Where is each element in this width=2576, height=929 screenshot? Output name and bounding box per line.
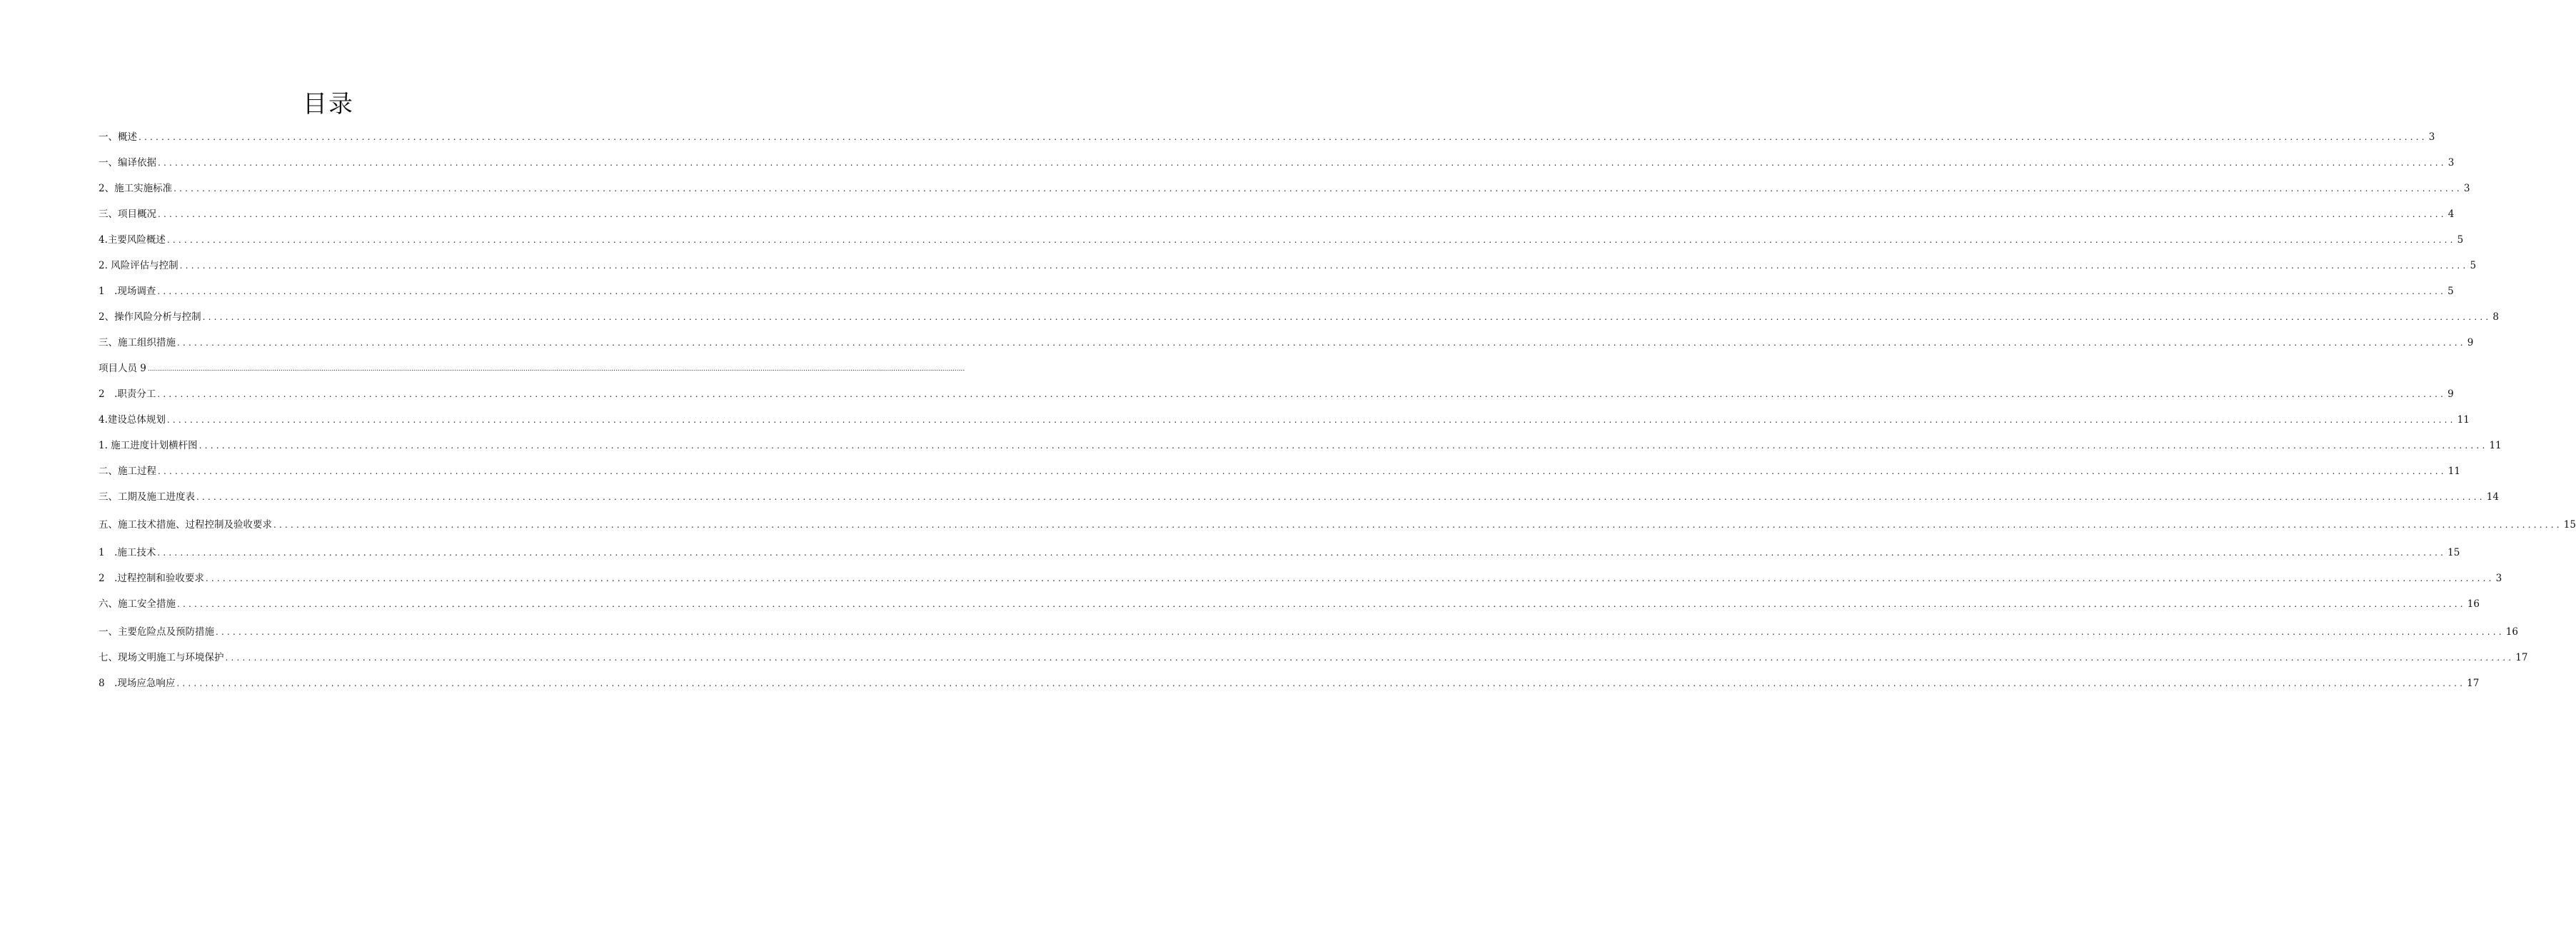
toc-dot-leader: ................................................................................................................................................................................................................................................................................................................................................................................................................	[202, 312, 2492, 322]
toc-entry-page: 4	[2447, 209, 2455, 220]
toc-entry-page: 8	[2492, 311, 2499, 323]
toc-entry[interactable]	[99, 622, 2518, 639]
toc-dot-leader: ................................................................................................................................................................................................................................................................................................................................................................................................................	[157, 286, 2447, 296]
toc-dot-leader: ................................................................................................................................................................................................................................................................................................................................................................................................................	[198, 441, 2488, 451]
toc-entry-label: 五、施工技术措施、过程控制及验收要求	[99, 519, 272, 531]
toc-entry-page: 5	[2470, 260, 2477, 271]
toc-dot-leader: ................................................................................................................................................................................................................................................................................................................................................................................................................	[177, 599, 2466, 609]
toc-dot-leader: ................................................................................................................................................................................................................................................................................................................................................................................................................	[158, 466, 2447, 476]
toc-dot-leader: ................................................................................................................................................................................................................................................................................................................................................................................................................	[157, 389, 2447, 399]
toc-dot-leader: ................................................................................................................................................................................................................................................................................................................................................................................................................	[166, 415, 2456, 425]
toc-entry-page: 11	[2489, 440, 2502, 451]
toc-entry[interactable]	[99, 204, 2455, 221]
toc-entry-label: 三、施工组织措施	[99, 337, 176, 348]
toc-entry[interactable]	[99, 487, 2499, 504]
toc-entry[interactable]	[99, 436, 2502, 453]
toc-entry[interactable]	[99, 543, 2460, 560]
toc-entry-label: 三、工期及施工进度表	[99, 491, 195, 503]
toc-dot-leader: ................................................................................................................................................................................................................................................................................................................................................................................................................	[158, 158, 2447, 168]
toc-dot-leader: ................................................................................................................................................................................................................................................................................................................................................................................................................	[139, 132, 2427, 142]
toc-entry[interactable]	[99, 307, 2499, 324]
toc-entry-label: 2 .职责分工	[99, 388, 156, 400]
toc-dot-leader: ................................................................................................................................................................................................................................................................................................................................................................................................................	[157, 548, 2447, 558]
toc-entry-label: 1 .现场调查	[99, 286, 156, 297]
toc-entry-page: 3	[2495, 573, 2502, 584]
toc-entry-page: 3	[2463, 183, 2470, 194]
toc-dot-leader: ................................................................................................................................................................................................................................................................................................................................................................................................................	[196, 492, 2485, 502]
toc-entry-page: 9	[2447, 388, 2454, 400]
toc-entry-page: 3	[2447, 157, 2455, 169]
toc-entry[interactable]	[99, 256, 2477, 273]
toc-entry-label: 8 .现场应急响应	[99, 678, 176, 689]
page-title: 目录	[303, 90, 354, 119]
toc-entry[interactable]	[99, 410, 2470, 427]
toc-entry[interactable]	[99, 648, 2528, 665]
toc-entry[interactable]	[99, 568, 2502, 586]
toc-entry[interactable]	[99, 230, 2464, 247]
toc-entry-page: 5	[2457, 234, 2464, 246]
toc-entry-label: 二、施工过程	[99, 466, 156, 477]
toc-entry-page: 3	[2428, 131, 2435, 143]
toc-dot-leader: ................................................................................................................................................................................................................................................................................................................................................................................................................	[273, 520, 2562, 530]
toc-entry-label: 4.主要风险概述	[99, 234, 166, 246]
toc-entry-page: 11	[2447, 466, 2460, 477]
toc-entry-page: 15	[2563, 519, 2576, 531]
toc-entry[interactable]	[99, 358, 965, 376]
toc-dot-leader: ................................................................................................................................................................................................................................................................................................................................................................................................................	[179, 261, 2469, 271]
toc-entry-label: 一、编译依据	[99, 157, 156, 169]
toc-entry[interactable]	[99, 153, 2455, 170]
toc-entry-label: 2. 风险评估与控制	[99, 260, 178, 271]
toc-entry-label: 六、施工安全措施	[99, 598, 176, 610]
toc-dot-leader: ................................................................................................................................................................................................................................................................................................................................................................................................................	[166, 235, 2456, 245]
toc-entry[interactable]	[99, 515, 2576, 532]
toc-entry[interactable]	[99, 673, 2480, 691]
toc-entry-label: 1 .施工技术	[99, 547, 156, 558]
toc-entry-page: 17	[2515, 652, 2528, 663]
toc-entry[interactable]	[99, 594, 2480, 611]
toc-entry-page: 9	[2467, 337, 2474, 348]
toc-entry-page: 14	[2486, 491, 2499, 503]
toc-dot-leader: ................................................................................................................................................................................................................................................................................................................................................................................................................	[147, 366, 965, 373]
toc-dot-leader: ................................................................................................................................................................................................................................................................................................................................................................................................................	[176, 678, 2466, 688]
toc-entry-page: 16	[2505, 626, 2518, 638]
toc-dot-leader: ................................................................................................................................................................................................................................................................................................................................................................................................................	[225, 653, 2515, 663]
toc-entry-label: 三、项目概况	[99, 209, 156, 220]
toc-dot-leader: ................................................................................................................................................................................................................................................................................................................................................................................................................	[158, 209, 2447, 219]
toc-entry-label: 2 .过程控制和验收要求	[99, 573, 204, 584]
toc-entry-page: 17	[2467, 678, 2480, 689]
toc-entry-label: 七、现场文明施工与环境保护	[99, 652, 224, 663]
toc-entry-page: 11	[2457, 414, 2470, 426]
toc-entry[interactable]	[99, 179, 2470, 196]
toc-entry-page: 16	[2467, 598, 2480, 610]
toc-entry[interactable]	[99, 333, 2474, 350]
toc-entry[interactable]	[99, 281, 2454, 298]
toc-dot-leader: ................................................................................................................................................................................................................................................................................................................................................................................................................	[173, 184, 2462, 194]
toc-entry-label: 2、施工实施标准	[99, 183, 173, 194]
toc-entry-page: 5	[2447, 286, 2454, 297]
toc-dot-leader: ................................................................................................................................................................................................................................................................................................................................................................................................................	[177, 338, 2466, 348]
toc-entry[interactable]	[99, 384, 2454, 401]
toc-entry-label: 2、操作风险分析与控制	[99, 311, 201, 323]
toc-entry[interactable]	[99, 127, 2435, 144]
toc-entry[interactable]	[99, 461, 2460, 478]
toc-dot-leader: ................................................................................................................................................................................................................................................................................................................................................................................................................	[205, 573, 2495, 583]
toc-entry-label: 一、主要危险点及预防措施	[99, 626, 214, 638]
toc-entry-label: 1. 施工进度计划横杆图	[99, 440, 198, 451]
toc-entry-page: 15	[2447, 547, 2460, 558]
toc-entry-label: 项目人员 9	[99, 363, 146, 374]
toc-dot-leader: ................................................................................................................................................................................................................................................................................................................................................................................................................	[216, 627, 2505, 637]
toc-entry-label: 一、概述	[99, 131, 137, 143]
toc-entry-label: 4.建设总体规划	[99, 414, 166, 426]
